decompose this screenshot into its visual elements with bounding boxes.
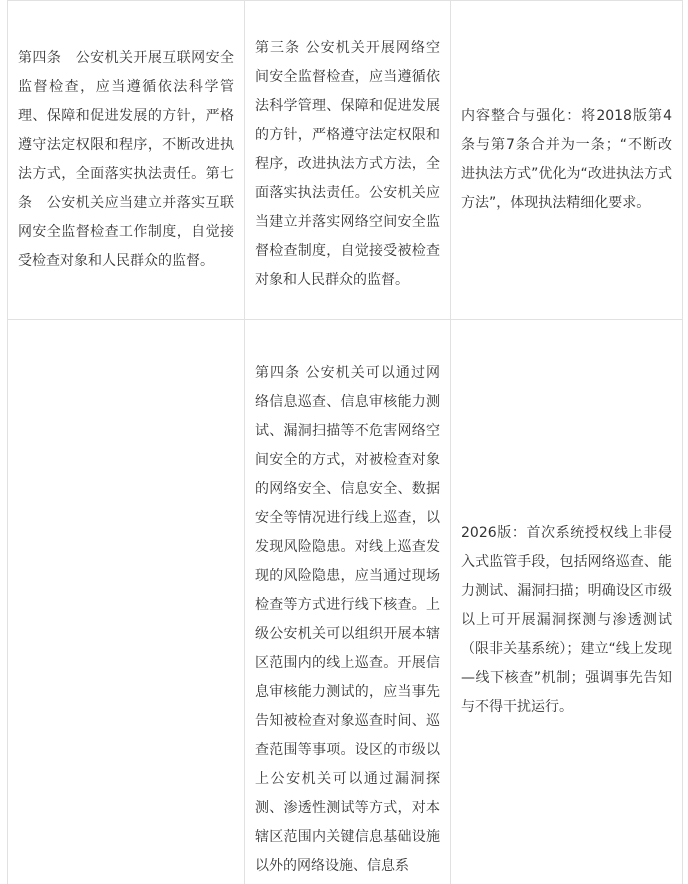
table-row — [8, 320, 683, 884]
change-note-text: 2026版：首次系统授权线上非侵入式监管手段，包括网络巡查、能力测试、漏洞扫描；明确设区市级以上可开展漏洞探测与渗透测试（限非关基系统）；建立“线上发现—线下核查”机制；强调事先告知与不得干扰运行。 — [461, 524, 672, 715]
old-version-cell — [8, 320, 245, 884]
old-version-text: 第四条 公安机关开展互联网安全监督检查，应当遵循依法科学管理、保障和促进发展的方针，严格遵守法定权限和程序，不断改进执法方式，全面落实执法责任。第七条 公安机关应当建立并落实互联网安全监督检查工作制度，自觉接受检查对象和人民群众的监督。 — [18, 50, 234, 269]
new-version-text: 第三条 公安机关开展网络空间安全监督检查，应当遵循依法科学管理、保障和促进发展的方针，严格遵守法定权限和程序，改进执法方式方法，全面落实执法责任。公安机关应当建立并落实网络空间安全监督检查制度，自觉接受被检查对象和人民群众的监督。 — [255, 39, 440, 288]
new-version-cell — [245, 1, 451, 320]
change-note-cell — [451, 320, 683, 884]
table-row — [8, 1, 683, 320]
regulation-comparison-table — [7, 0, 683, 884]
old-version-cell — [8, 1, 245, 320]
new-version-cell — [245, 320, 451, 884]
new-version-text: 第四条 公安机关可以通过网络信息巡查、信息审核能力测试、漏洞扫描等不危害网络空间安全的方式，对被检查对象的网络安全、信息安全、数据安全等情况进行线上巡查，以发现风险隐患。对线上巡查发现的风险隐患，应当通过现场检查等方式进行线下核查。上级公安机关可以组织开展本辖区范围内的线上巡查。开展信息审核能力测试的，应当事先告知被检查对象巡查时间、巡查范围等事项。设区的市级以上公安机关可以通过漏洞探测、渗透性测试等方式，对本辖区范围内关键信息基础设施以外的网络设施、信息系 — [255, 365, 440, 874]
change-note-cell — [451, 1, 683, 320]
change-note-text: 内容整合与强化：将2018版第4条与第7条合并为一条；“不断改进执法方式”优化为“改进执法方式方法”，体现执法精细化要求。 — [461, 108, 672, 211]
